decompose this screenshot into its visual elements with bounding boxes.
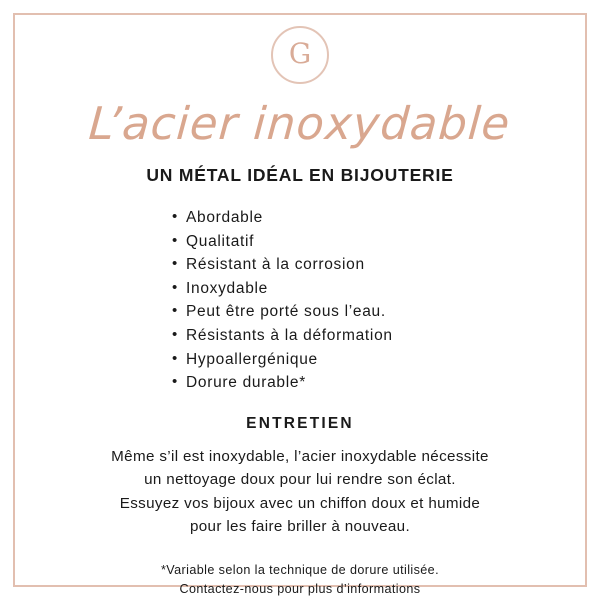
footnote-line: Contactez-nous pour plus d’informations xyxy=(179,581,421,596)
care-line: Essuyez vos bijoux avec un chiffon doux et humide xyxy=(119,494,481,512)
care-heading: ENTRETIEN xyxy=(246,414,354,432)
list-item: • Peut être porté sous l’eau. xyxy=(172,300,600,324)
list-item: • Résistants à la déformation xyxy=(172,324,600,348)
page-subtitle: UN MÉTAL IDÉAL EN BIJOUTERIE xyxy=(146,165,454,186)
logo-letter: G xyxy=(288,37,312,70)
page-title: L’acier inoxydable xyxy=(87,97,513,150)
care-line: un nettoyage doux pour lui rendre son éclat. xyxy=(144,471,456,489)
list-item: • Résistant à la corrosion xyxy=(172,253,600,277)
list-item: • Hypoallergénique xyxy=(172,348,600,372)
list-item: • Inoxydable xyxy=(172,277,600,301)
circle-monogram-icon xyxy=(271,26,329,84)
care-line: pour les faire briller à nouveau. xyxy=(189,518,411,536)
care-text xyxy=(40,445,560,539)
benefits-list xyxy=(0,206,600,394)
list-item: • Abordable xyxy=(172,206,600,230)
footnote-line: *Variable selon la technique de dorure utilisée. xyxy=(160,562,439,577)
care-line: Même s’il est inoxydable, l’acier inoxydable nécessite xyxy=(111,447,489,465)
list-item: • Dorure durable* xyxy=(172,371,600,395)
list-item: • Qualitatif xyxy=(172,230,600,254)
footnotes xyxy=(40,561,560,599)
